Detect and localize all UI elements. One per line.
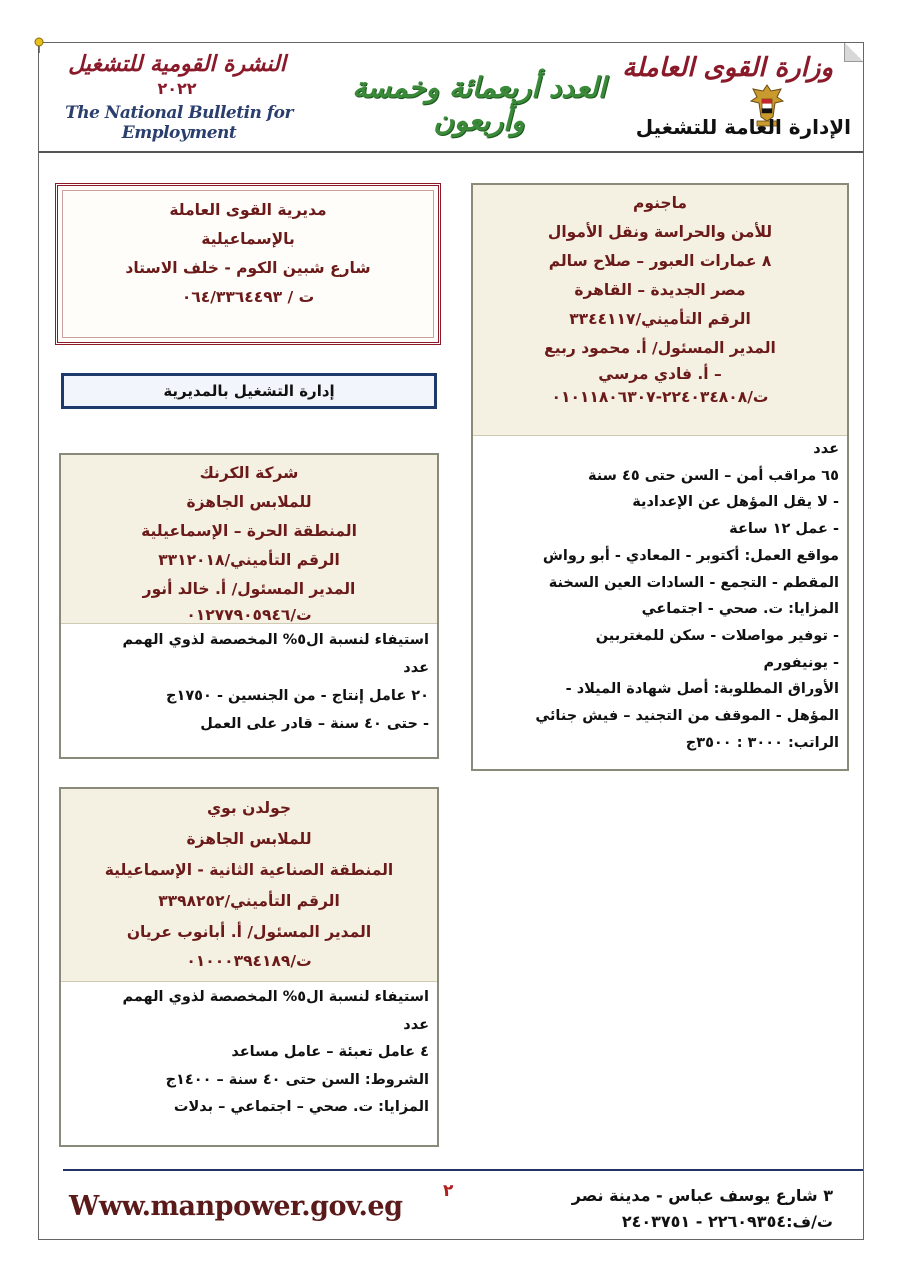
company-phone: ت/٢٢٤٠٣٤٨٠٨-٠١٠١١٨٠٦٣٠٧ bbox=[551, 388, 769, 406]
benefits-line: المزايا: ت. صحي – اجتماعي – بدلات bbox=[173, 1099, 429, 1115]
count-label: عدد bbox=[403, 1016, 429, 1033]
quota-note: استيفاء لنسبة ال٥% المخصصة لذوي الهمم bbox=[122, 989, 429, 1005]
job-details bbox=[61, 982, 437, 1128]
quota-note: استيفاء لنسبة ال٥% المخصصة لذوي الهمم bbox=[122, 632, 429, 648]
section-title: إدارة التشغيل بالمديرية bbox=[61, 373, 437, 409]
manager-name: المدير المسئول/ أ. محمود ربيع bbox=[544, 339, 776, 357]
company-activity: للأمن والحراسة ونقل الأموال bbox=[547, 223, 773, 241]
pushpin-icon bbox=[34, 37, 44, 53]
footer-divider bbox=[63, 1169, 863, 1171]
bulletin-title-en: The National Bulletin for Employment bbox=[65, 103, 293, 143]
manager-name: المدير المسئول/ أ. خالد أنور bbox=[142, 580, 356, 598]
insurance-number: الرقم التأميني/٣٣١٢٠١٨ bbox=[158, 551, 340, 569]
company-header bbox=[61, 789, 437, 982]
footer-address-block bbox=[572, 1183, 833, 1235]
job-details bbox=[473, 436, 847, 762]
footer-phone: ت/ف:٢٢٦٠٩٣٥٤ - ٢٤٠٣٧٥١ bbox=[621, 1212, 833, 1231]
count-label: عدد bbox=[403, 660, 429, 676]
job-line: - حتى ٤٠ سنة – قادر على العمل bbox=[200, 716, 429, 732]
job-line: الأوراق المطلوبة: أصل شهادة الميلاد - bbox=[565, 681, 839, 698]
page-fold bbox=[844, 43, 863, 62]
directorate-name: مديرية القوى العاملة bbox=[169, 201, 327, 219]
manager-name-2: – أ. فادي مرسي bbox=[598, 365, 722, 383]
bulletin-title-ar: النشرة القومية للتشغيل bbox=[68, 51, 286, 77]
job-line: - عمل ١٢ ساعة bbox=[729, 521, 839, 538]
job-line: - لا يقل المؤهل عن الإعدادية bbox=[632, 494, 839, 511]
company-address: ٨ عمارات العبور – صلاح سالم bbox=[548, 252, 772, 270]
company-name: ماجنوم bbox=[633, 194, 687, 212]
footer-address: ٣ شارع يوسف عباس - مدينة نصر bbox=[571, 1186, 833, 1205]
count-label: عدد bbox=[813, 441, 839, 457]
job-line: مواقع العمل: أكتوبر - المعادي - أبو رواش bbox=[542, 547, 839, 564]
website-link[interactable]: Www.manpower.gov.eg bbox=[69, 1191, 403, 1222]
job-line: ٢٠ عامل إنتاج - من الجنسين - ١٧٥٠ج bbox=[166, 688, 429, 704]
manager-name: المدير المسئول/ أ. أبانوب عريان bbox=[126, 923, 372, 941]
company-name: جولدن بوي bbox=[206, 799, 292, 817]
job-line: - توفير مواصلات - سكن للمغتربين bbox=[595, 627, 839, 644]
directorate-city: بالإسماعيلية bbox=[201, 230, 295, 248]
salary-line: الراتب: ٣٠٠٠ : ٣٥٠٠ج bbox=[685, 734, 839, 751]
header-divider bbox=[39, 151, 863, 153]
company-phone: ت/٠١٠٠٠٣٩٤١٨٩ bbox=[186, 952, 312, 970]
job-card-karnak bbox=[59, 453, 439, 759]
bulletin-page bbox=[38, 42, 864, 1240]
page-number: ٢ bbox=[443, 1181, 454, 1201]
job-line: المزايا: ت. صحي - اجتماعي bbox=[641, 601, 839, 618]
company-address: المنطقة الحرة – الإسماعيلية bbox=[141, 522, 357, 540]
issue-number: العدد أربعمائة وخمسة وأربعون bbox=[352, 71, 606, 137]
company-address: المنطقة الصناعية الثانية - الإسماعيلية bbox=[104, 861, 394, 879]
job-card-golden-boy bbox=[59, 787, 439, 1147]
company-city: مصر الجديدة – القاهرة bbox=[574, 281, 746, 299]
job-line: ٦٥ مراقب أمن – السن حتى ٤٥ سنة bbox=[587, 467, 839, 484]
insurance-number: الرقم التأميني/٣٣٤٤١١٧ bbox=[569, 310, 751, 328]
job-line: المؤهل - الموقف من التجنيد – فيش جنائي bbox=[535, 708, 839, 725]
job-line: - يونيفورم bbox=[763, 654, 839, 671]
department-name: الإدارة العامة للتشغيل bbox=[635, 115, 851, 139]
directorate-box bbox=[55, 183, 441, 345]
directorate-address: شارع شبين الكوم - خلف الاستاد bbox=[125, 259, 371, 277]
company-header bbox=[473, 185, 847, 436]
company-name: شركة الكرنك bbox=[199, 464, 299, 482]
job-details bbox=[61, 624, 437, 744]
conditions-line: الشروط: السن حتى ٤٠ سنة – ١٤٠٠ج bbox=[165, 1071, 429, 1088]
insurance-number: الرقم التأميني/٣٣٩٨٢٥٢ bbox=[158, 892, 340, 910]
company-phone: ت/٠١٢٧٧٩٠٥٩٤٦ bbox=[186, 606, 312, 624]
bulletin-year: ٢٠٢٢ bbox=[157, 79, 197, 98]
directorate-phone: ت / ٠٦٤/٣٣٦٤٤٩٣ bbox=[181, 288, 315, 306]
company-activity: للملابس الجاهزة bbox=[186, 493, 312, 511]
job-line: ٤ عامل تعبئة – عامل مساعد bbox=[231, 1044, 429, 1060]
ministry-name: وزارة القوى العاملة bbox=[622, 53, 833, 83]
job-card-magnum bbox=[471, 183, 849, 771]
company-header bbox=[61, 455, 437, 624]
company-activity: للملابس الجاهزة bbox=[186, 830, 312, 848]
job-line: المقطم - التجمع - السادات العين السخنة bbox=[548, 574, 839, 591]
